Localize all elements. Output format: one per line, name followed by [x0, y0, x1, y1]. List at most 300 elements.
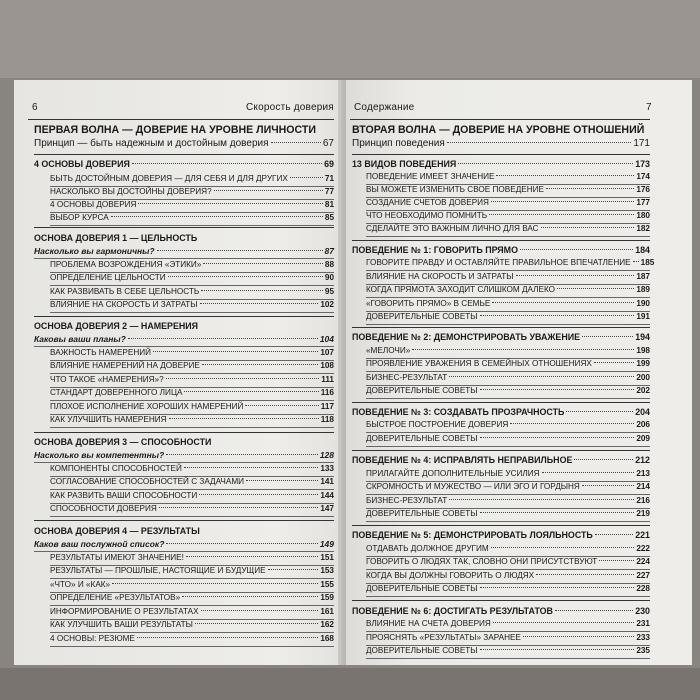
toc-entry[interactable] — [366, 633, 650, 642]
toc-entry[interactable] — [366, 359, 650, 368]
toc-entry-title: ОСНОВА ДОВЕРИЯ 3 — СПОСОБНОСТИ — [34, 437, 212, 447]
toc-entry-title: ПРИЛАГАЙТЕ ДОПОЛНИТЕЛЬНЫЕ УСИЛИЯ — [366, 469, 540, 478]
toc-entry-title: 13 ВИДОВ ПОВЕДЕНИЯ — [352, 159, 457, 169]
toc-entry[interactable] — [366, 198, 650, 207]
entry-underline — [366, 297, 650, 298]
toc-entry-title: ИНФОРМИРОВАНИЕ О РЕЗУЛЬТАТАХ — [50, 607, 199, 616]
toc-entry[interactable] — [50, 634, 334, 643]
toc-entry-page: 171 — [633, 138, 650, 149]
section-rule — [352, 154, 650, 155]
dot-leader — [200, 303, 319, 304]
toc-entry[interactable] — [34, 437, 334, 447]
dot-leader — [595, 534, 633, 535]
toc-entry[interactable] — [50, 361, 334, 370]
dot-leader — [541, 227, 635, 228]
toc-entry[interactable] — [352, 332, 650, 342]
toc-entry-page: 77 — [324, 187, 334, 196]
toc-entry-title: ПОВЕДЕНИЕ № 4: ИСПРАВЛЯТЬ НЕПРАВИЛЬНОЕ — [352, 455, 573, 465]
dot-leader — [491, 547, 635, 548]
dot-leader — [449, 376, 634, 377]
toc-entry[interactable] — [366, 211, 650, 220]
toc-entry-page: 213 — [636, 469, 650, 478]
toc-entry[interactable] — [352, 455, 650, 465]
toc-entry-title: СКРОМНОСТЬ И МУЖЕСТВО — ИЛИ ЭГО И ГОРДЫНЯ — [366, 482, 580, 491]
toc-entry-page: 153 — [320, 566, 334, 575]
toc-entry-page: 204 — [635, 407, 650, 417]
toc-entry-page: 202 — [636, 386, 650, 395]
toc-entry-title: 4 ОСНОВЫ: РЕЗЮМЕ — [50, 634, 135, 643]
toc-entry[interactable] — [50, 174, 334, 183]
entry-underline — [34, 551, 334, 552]
toc-entry[interactable] — [50, 187, 334, 196]
toc-entry-title: ПРОЯСНЯТЬ «РЕЗУЛЬТАТЫ» ЗАРАНЕЕ — [366, 633, 521, 642]
toc-entry[interactable] — [366, 469, 650, 478]
toc-entry-page: 161 — [320, 607, 334, 616]
dot-leader — [458, 163, 633, 164]
dot-leader — [128, 338, 318, 339]
toc-entry-title: ВЛИЯНИЕ НА СКОРОСТЬ И ЗАТРАТЫ — [50, 300, 198, 309]
toc-entry[interactable] — [366, 172, 650, 181]
toc-entry[interactable] — [50, 388, 334, 397]
dot-leader — [566, 411, 633, 412]
toc-entry[interactable] — [50, 273, 334, 282]
toc-entry[interactable] — [366, 272, 650, 281]
toc-entry-page: 128 — [319, 450, 334, 460]
toc-entry-title: ВАЖНОСТЬ НАМЕРЕНИЙ — [50, 348, 152, 357]
entry-underline — [366, 446, 650, 447]
toc-entry-page: 111 — [321, 375, 334, 384]
toc-entry[interactable] — [34, 233, 334, 243]
dot-leader — [594, 362, 635, 363]
toc-entry-page: 87 — [324, 246, 334, 256]
entry-underline — [366, 494, 650, 495]
entry-underline — [50, 632, 334, 633]
dot-leader — [449, 499, 634, 500]
toc-entry[interactable] — [50, 553, 334, 562]
dot-leader — [184, 391, 318, 392]
dot-leader — [447, 142, 632, 143]
dot-leader — [201, 290, 323, 291]
dot-leader — [480, 512, 635, 513]
toc-entry-page: 168 — [320, 634, 334, 643]
dot-leader — [199, 494, 318, 495]
toc-entry[interactable] — [366, 571, 650, 580]
dot-leader — [523, 636, 634, 637]
toc-entry[interactable] — [352, 245, 650, 255]
toc-entry[interactable] — [366, 386, 650, 395]
toc-entry-page: 199 — [636, 359, 650, 368]
dot-leader — [582, 336, 633, 337]
dot-leader — [555, 610, 633, 611]
dot-leader — [492, 302, 634, 303]
dot-leader — [166, 543, 317, 544]
toc-entry-title: 4 ОСНОВЫ ДОВЕРИЯ — [34, 159, 130, 169]
toc-entry[interactable] — [366, 584, 650, 593]
toc-entry-page: 144 — [320, 491, 334, 500]
toc-entry[interactable] — [352, 606, 650, 616]
entry-underline — [366, 569, 650, 570]
toc-entry[interactable] — [366, 312, 650, 321]
section-rule — [34, 227, 334, 228]
left-page — [14, 80, 344, 665]
dot-leader — [184, 467, 318, 468]
toc-entry-page: 88 — [324, 260, 334, 269]
toc-entry[interactable] — [50, 593, 334, 602]
toc-entry-page: 194 — [635, 332, 650, 342]
toc-entry-page: 233 — [636, 633, 650, 642]
toc-entry[interactable] — [50, 580, 334, 589]
entry-underline — [34, 258, 334, 259]
dot-leader — [489, 214, 634, 215]
toc-entry-page: 214 — [636, 482, 650, 491]
page-number-right: 7 — [646, 102, 652, 113]
toc-entry[interactable] — [366, 646, 650, 655]
toc-entry[interactable] — [50, 300, 334, 309]
toc-entry[interactable] — [50, 477, 334, 486]
toc-entry-title: ВТОРАЯ ВОЛНА — ДОВЕРИЕ НА УРОВНЕ ОТНОШЕНИЙ — [352, 124, 645, 136]
toc-entry-title: «МЕЛОЧИ» — [366, 346, 411, 355]
toc-entry[interactable] — [34, 138, 334, 149]
toc-entry-title: ПОВЕДЕНИЕ № 1: ГОВОРИТЬ ПРЯМО — [352, 245, 518, 255]
toc-entry[interactable] — [366, 299, 650, 308]
section-rule — [352, 402, 650, 403]
section-rule — [34, 154, 334, 155]
toc-entry-page: 102 — [320, 300, 334, 309]
toc-entry-title: ОПРЕДЕЛЕНИЕ ЦЕЛЬНОСТИ — [50, 273, 166, 282]
dot-leader — [138, 203, 322, 204]
toc-entry-page: 71 — [324, 174, 334, 183]
toc-entry-page: 69 — [324, 159, 334, 169]
toc-entry-page: 189 — [636, 285, 650, 294]
dot-leader — [557, 288, 634, 289]
toc-entry[interactable] — [366, 496, 650, 505]
toc-entry-page: 182 — [636, 224, 650, 233]
toc-entry-title: ДОВЕРИТЕЛЬНЫЕ СОВЕТЫ — [366, 509, 478, 518]
entry-underline — [366, 371, 650, 372]
toc-entry-title: БЫТЬ ДОСТОЙНЫМ ДОВЕРИЯ — ДЛЯ СЕБЯ И ДЛЯ ДРУГИХ — [50, 174, 288, 183]
toc-entry[interactable] — [50, 402, 334, 411]
toc-entry[interactable] — [366, 224, 650, 233]
dot-leader — [168, 276, 323, 277]
toc-entry[interactable] — [50, 566, 334, 575]
dot-leader — [536, 574, 634, 575]
entry-underline — [366, 236, 650, 237]
toc-entry[interactable] — [352, 407, 650, 417]
toc-entry[interactable] — [34, 246, 334, 256]
toc-entry-page: 219 — [636, 509, 650, 518]
toc-entry-title: Принцип поведения — [352, 138, 445, 149]
dot-leader — [582, 485, 635, 486]
toc-entry-title: ВЛИЯНИЕ НАМЕРЕНИЙ НА ДОВЕРИЕ — [50, 361, 200, 370]
toc-entry-page: 224 — [636, 557, 650, 566]
section-rule — [34, 432, 334, 433]
toc-entry-page: 184 — [635, 245, 650, 255]
toc-entry[interactable] — [50, 375, 334, 384]
toc-entry-page: 187 — [636, 272, 650, 281]
dot-leader — [412, 349, 634, 350]
dot-leader — [153, 351, 318, 352]
toc-entry[interactable] — [366, 557, 650, 566]
entry-underline — [366, 596, 650, 597]
toc-entry-title: БИЗНЕС-РЕЗУЛЬТАТ — [366, 373, 448, 382]
toc-entry[interactable] — [50, 464, 334, 473]
toc-entry[interactable] — [34, 450, 334, 460]
toc-entry-title: КОМПОНЕНТЫ СПОСОБНОСТЕЙ — [50, 464, 182, 473]
entry-underline — [34, 346, 334, 347]
toc-entry[interactable] — [366, 285, 650, 294]
toc-entry[interactable] — [50, 620, 334, 629]
toc-entry[interactable] — [34, 159, 334, 169]
toc-entry-title: ПОВЕДЕНИЕ № 6: ДОСТИГАТЬ РЕЗУЛЬТАТОВ — [352, 606, 553, 616]
toc-entry[interactable] — [366, 420, 650, 429]
toc-entry[interactable] — [34, 526, 334, 536]
section-rule — [352, 450, 650, 451]
section-rule — [34, 316, 334, 317]
toc-entry-title: ВЫ МОЖЕТЕ ИЗМЕНИТЬ СВОЕ ПОВЕДЕНИЕ — [366, 185, 544, 194]
toc-entry-title: КОГДА ВЫ ДОЛЖНЫ ГОВОРИТЬ О ЛЮДЯХ — [366, 571, 535, 580]
toc-entry-title: Каков ваш послужной список? — [34, 539, 165, 549]
toc-entry-page: 107 — [320, 348, 334, 357]
running-title-left: Скорость доверия — [246, 102, 334, 113]
toc-entry[interactable] — [352, 530, 650, 540]
toc-entry[interactable] — [366, 373, 650, 382]
toc-entry-page: 174 — [636, 172, 650, 181]
dot-leader — [111, 216, 323, 217]
toc-entry[interactable] — [34, 321, 334, 331]
toc-entry[interactable] — [352, 159, 650, 169]
section-rule — [352, 525, 650, 526]
toc-entry-page: 176 — [636, 185, 650, 194]
dot-leader — [510, 423, 634, 424]
toc-entry-title: Насколько вы гармоничны? — [34, 246, 155, 256]
toc-entry-page: 159 — [320, 593, 334, 602]
toc-entry-page: 149 — [319, 539, 334, 549]
toc-entry-title: ВЫБОР КУРСА — [50, 213, 109, 222]
dot-leader — [245, 405, 318, 406]
toc-entry[interactable] — [352, 124, 650, 136]
toc-entry[interactable] — [50, 607, 334, 616]
toc-entry[interactable] — [34, 124, 334, 136]
toc-entry[interactable] — [50, 491, 334, 500]
toc-entry-page: 180 — [636, 211, 650, 220]
toc-entry-page: 227 — [636, 571, 650, 580]
toc-entry[interactable] — [50, 260, 334, 269]
dot-leader — [574, 459, 633, 460]
toc-entry[interactable] — [366, 544, 650, 553]
toc-entry-title: НАСКОЛЬКО ВЫ ДОСТОЙНЫ ДОВЕРИЯ? — [50, 187, 212, 196]
toc-entry-page: 151 — [320, 553, 334, 562]
toc-entry-page: 116 — [320, 388, 334, 397]
toc-entry-title: РЕЗУЛЬТАТЫ — ПРОШЛЫЕ, НАСТОЯЩИЕ И БУДУЩИЕ — [50, 566, 266, 575]
toc-entry-title: КАК УЛУЧШИТЬ НАМЕРЕНИЯ — [50, 415, 167, 424]
entry-underline — [366, 270, 650, 271]
toc-entry-title: СТАНДАРТ ДОВЕРЕННОГО ЛИЦА — [50, 388, 183, 397]
toc-entry-title: СДЕЛАЙТЕ ЭТО ВАЖНЫМ ЛИЧНО ДЛЯ ВАС — [366, 224, 539, 233]
toc-entry[interactable] — [366, 434, 650, 443]
toc-entry-title: ОСНОВА ДОВЕРИЯ 1 — ЦЕЛЬНОСТЬ — [34, 233, 198, 243]
toc-entry-page: 81 — [324, 200, 334, 209]
toc-entry-page: 198 — [636, 346, 650, 355]
page-number-left: 6 — [32, 102, 38, 113]
entry-underline — [50, 427, 334, 428]
dot-leader — [493, 622, 634, 623]
entry-underline — [50, 578, 334, 579]
toc-entry-page: 212 — [635, 455, 650, 465]
toc-entry-page: 95 — [324, 287, 334, 296]
toc-entry[interactable] — [50, 287, 334, 296]
dot-leader — [599, 560, 634, 561]
entry-underline — [50, 285, 334, 286]
toc-entry[interactable] — [366, 258, 655, 267]
dot-leader — [157, 250, 323, 251]
toc-entry-title: ПЛОХОЕ ИСПОЛНЕНИЕ ХОРОШИХ НАМЕРЕНИЙ — [50, 402, 244, 411]
toc-entry-page: 221 — [635, 530, 650, 540]
dot-leader — [290, 177, 323, 178]
dot-leader — [137, 637, 318, 638]
dot-leader — [214, 190, 323, 191]
toc-entry-title: ОТДАВАТЬ ДОЛЖНОЕ ДРУГИМ — [366, 544, 489, 553]
toc-entry-title: ДОВЕРИТЕЛЬНЫЕ СОВЕТЫ — [366, 434, 478, 443]
dot-leader — [246, 480, 318, 481]
toc-entry[interactable] — [34, 539, 334, 549]
toc-entry-page: 191 — [636, 312, 650, 321]
dot-leader — [496, 175, 634, 176]
dot-leader — [268, 569, 319, 570]
dot-leader — [542, 472, 635, 473]
entry-underline — [366, 631, 650, 632]
section-rule — [34, 520, 334, 521]
dot-leader — [132, 163, 322, 164]
toc-entry-page: 155 — [320, 580, 334, 589]
dot-leader — [166, 378, 320, 379]
entry-underline — [50, 605, 334, 606]
dot-leader — [633, 261, 639, 262]
toc-entry-page: 162 — [320, 620, 334, 629]
dot-leader — [182, 596, 318, 597]
toc-entry-page: 231 — [636, 619, 650, 628]
toc-entry-page: 216 — [636, 496, 650, 505]
toc-entry[interactable] — [50, 348, 334, 357]
entry-underline — [34, 462, 334, 463]
toc-entry-title: ПОВЕДЕНИЕ № 5: ДЕМОНСТРИРОВАТЬ ЛОЯЛЬНОСТЬ — [352, 530, 593, 540]
toc-entry-page: 230 — [635, 606, 650, 616]
dot-leader — [480, 587, 635, 588]
dot-leader — [159, 507, 319, 508]
entry-underline — [50, 225, 334, 226]
toc-entry[interactable] — [366, 482, 650, 491]
toc-entry-title: ПОВЕДЕНИЕ ИМЕЕТ ЗНАЧЕНИЕ — [366, 172, 495, 181]
toc-entry-title: Насколько вы компетентны? — [34, 450, 165, 460]
toc-entry[interactable] — [50, 504, 334, 513]
toc-entry[interactable] — [366, 346, 650, 355]
toc-entry-page: 90 — [324, 273, 334, 282]
dot-leader — [546, 188, 634, 189]
entry-underline — [366, 324, 650, 325]
dot-leader — [166, 454, 318, 455]
entry-underline — [50, 646, 334, 647]
toc-entry-title: ПРОЯВЛЕНИЕ УВАЖЕНИЯ В СЕМЕЙНЫХ ОТНОШЕНИЯХ — [366, 359, 592, 368]
toc-entry-title: ВЛИЯНИЕ НА СЧЕТА ДОВЕРИЯ — [366, 619, 491, 628]
toc-entry-page: 141 — [320, 477, 334, 486]
toc-entry-title: КАК УЛУЧШИТЬ ВАШИ РЕЗУЛЬТАТЫ — [50, 620, 193, 629]
toc-entry-page: 185 — [640, 258, 655, 267]
entry-underline — [50, 516, 334, 517]
toc-entry-page: 228 — [636, 584, 650, 593]
dot-leader — [195, 623, 318, 624]
toc-entry-title: ДОВЕРИТЕЛЬНЫЕ СОВЕТЫ — [366, 646, 478, 655]
toc-entry-page: 67 — [322, 138, 334, 149]
toc-entry[interactable] — [352, 138, 650, 149]
toc-entry-page: 222 — [636, 544, 650, 553]
toc-entry-title: ДОВЕРИТЕЛЬНЫЕ СОВЕТЫ — [366, 584, 478, 593]
section-rule — [352, 240, 650, 241]
toc-entry-page: 177 — [636, 198, 650, 207]
toc-entry-title: Принцип — быть надежным и достойным доверия — [34, 138, 269, 149]
entry-underline — [366, 432, 650, 433]
toc-entry-page: 133 — [320, 464, 334, 473]
toc-entry-title: ПЕРВАЯ ВОЛНА — ДОВЕРИЕ НА УРОВНЕ ЛИЧНОСТИ — [34, 124, 317, 136]
toc-entry-title: ГОВОРИТЬ О ЛЮДЯХ ТАК, СЛОВНО ОНИ ПРИСУТСТВУЮТ — [366, 557, 598, 566]
toc-entry[interactable] — [50, 200, 334, 209]
toc-entry-title: 4 ОСНОВЫ ДОВЕРИЯ — [50, 200, 137, 209]
toc-entry-title: ПРОБЛЕМА ВОЗРОЖДЕНИЯ «ЭТИКИ» — [50, 260, 202, 269]
toc-entry-title: ПОВЕДЕНИЕ № 2: ДЕМОНСТРИРОВАТЬ УВАЖЕНИЕ — [352, 332, 581, 342]
background-bottom — [0, 668, 700, 700]
toc-entry-title: ОСНОВА ДОВЕРИЯ 2 — НАМЕРЕНИЯ — [34, 321, 199, 331]
toc-entry[interactable] — [366, 619, 650, 628]
toc-entry-title: БЫСТРОЕ ПОСТРОЕНИЕ ДОВЕРИЯ — [366, 420, 509, 429]
toc-entry-title: ДОВЕРИТЕЛЬНЫЕ СОВЕТЫ — [366, 386, 478, 395]
dot-leader — [491, 201, 634, 202]
dot-leader — [480, 315, 635, 316]
dot-leader — [202, 364, 318, 365]
toc-entry-page: 209 — [636, 434, 650, 443]
entry-underline — [366, 521, 650, 522]
toc-entry-title: БИЗНЕС-РЕЗУЛЬТАТ — [366, 496, 448, 505]
entry-underline — [50, 400, 334, 401]
section-rule — [352, 327, 650, 328]
toc-entry-title: ЧТО НЕОБХОДИМО ПОМНИТЬ — [366, 211, 488, 220]
toc-entry-page: 117 — [320, 402, 334, 411]
toc-entry-page: 108 — [320, 361, 334, 370]
toc-entry-title: СОГЛАСОВАНИЕ СПОСОБНОСТЕЙ С ЗАДАЧАМИ — [50, 477, 245, 486]
toc-entry-title: ОСНОВА ДОВЕРИЯ 4 — РЕЗУЛЬТАТЫ — [34, 526, 200, 536]
background-top — [0, 0, 700, 78]
toc-entry-page: 85 — [324, 213, 334, 222]
toc-entry-page: 235 — [636, 646, 650, 655]
entry-underline — [366, 398, 650, 399]
dot-leader — [480, 389, 635, 390]
toc-entry-title: ПОВЕДЕНИЕ № 3: СОЗДАВАТЬ ПРОЗРАЧНОСТЬ — [352, 407, 565, 417]
toc-entry-title: СОЗДАНИЕ СЧЕТОВ ДОВЕРИЯ — [366, 198, 489, 207]
toc-entry[interactable] — [366, 509, 650, 518]
toc-entry[interactable] — [50, 415, 334, 424]
header-rule — [28, 119, 334, 120]
toc-entry-title: Каковы ваши планы? — [34, 334, 126, 344]
dot-leader — [520, 249, 633, 250]
toc-entry-title: РЕЗУЛЬТАТЫ ИМЕЮТ ЗНАЧЕНИЕ! — [50, 553, 184, 562]
entry-underline — [366, 658, 650, 659]
dot-leader — [112, 583, 318, 584]
toc-entry-title: «ГОВОРИТЬ ПРЯМО» В СЕМЬЕ — [366, 299, 491, 308]
right-page — [346, 80, 692, 665]
toc-entry[interactable] — [366, 185, 650, 194]
toc-entry[interactable] — [50, 213, 334, 222]
running-title-right: Содержание — [354, 102, 415, 113]
dot-leader — [480, 437, 635, 438]
toc-entry-page: 173 — [635, 159, 650, 169]
toc-entry[interactable] — [34, 334, 334, 344]
